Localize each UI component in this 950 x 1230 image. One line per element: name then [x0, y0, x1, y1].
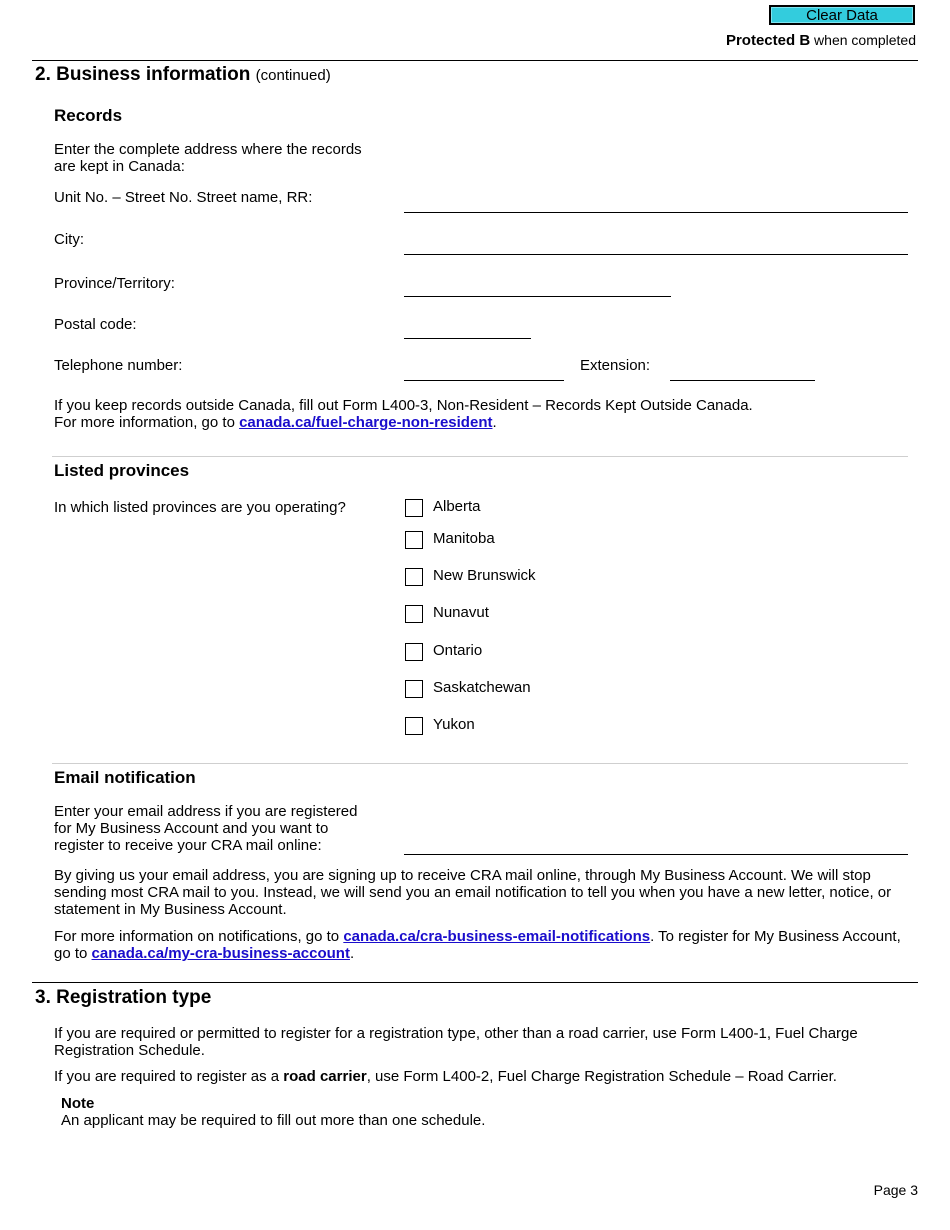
postal-code-label: Postal code:: [54, 316, 137, 333]
provinces-question: In which listed provinces are you operating?: [54, 499, 346, 516]
section-2-title: 2. Business information (continued): [35, 64, 331, 85]
city-input[interactable]: [404, 234, 908, 255]
email-input[interactable]: [404, 834, 908, 855]
fuel-charge-non-resident-link[interactable]: canada.ca/fuel-charge-non-resident: [239, 414, 493, 431]
province-label-alberta: Alberta: [433, 498, 481, 515]
checkbox-nunavut[interactable]: [405, 605, 423, 623]
province-label-nunavut: Nunavut: [433, 604, 489, 621]
province-label-yukon: Yukon: [433, 716, 475, 733]
page-number: Page 3: [873, 1182, 918, 1198]
email-consent-text: By giving us your email address, you are signing up to receive CRA mail online, through My Business Account. We will stop sending most CRA mail to you. Instead, we will send you an email notification to tell you when you have a new letter, notice, or statement in My Business Account.: [54, 867, 892, 918]
province-label-manitoba: Manitoba: [433, 530, 495, 547]
email-divider: [52, 763, 908, 764]
province-input[interactable]: [404, 276, 671, 297]
telephone-input[interactable]: [404, 360, 564, 381]
section-3-divider: [32, 982, 918, 983]
records-intro: Enter the complete address where the records are kept in Canada:: [54, 141, 362, 175]
listed-provinces-heading: Listed provinces: [54, 461, 190, 480]
records-outside-note: If you keep records outside Canada, fill out Form L400-3, Non-Resident – Records Kept Outside Canada. For more information, go to canada.ca/fuel-charge-non-resident.: [54, 397, 753, 431]
note-heading: Note: [61, 1095, 95, 1112]
province-label-saskatchewan: Saskatchewan: [433, 679, 531, 696]
checkbox-yukon[interactable]: [405, 717, 423, 735]
checkbox-saskatchewan[interactable]: [405, 680, 423, 698]
checkbox-ontario[interactable]: [405, 643, 423, 661]
extension-label: Extension:: [580, 357, 651, 374]
section-2-divider: [32, 60, 918, 61]
email-prompt: Enter your email address if you are registered for My Business Account and you want to register to receive your CRA mail online:: [54, 803, 358, 854]
province-label-ontario: Ontario: [433, 642, 483, 659]
note-text: An applicant may be required to fill out more than one schedule.: [61, 1112, 486, 1129]
provinces-divider: [52, 456, 908, 457]
cra-business-email-notifications-link[interactable]: canada.ca/cra-business-email-notifications: [343, 928, 651, 945]
postal-code-input[interactable]: [404, 318, 531, 339]
email-more-info: For more information on notifications, go to canada.ca/cra-business-email-notifications. To register for My Business Account, go to canada.ca/my-cra-business-account.: [54, 928, 901, 962]
province-label-new-brunswick: New Brunswick: [433, 567, 536, 584]
city-label: City:: [54, 231, 84, 248]
street-input[interactable]: [404, 192, 908, 213]
section-3-title: 3. Registration type: [35, 987, 212, 1008]
checkbox-new-brunswick[interactable]: [405, 568, 423, 586]
extension-input[interactable]: [670, 360, 815, 381]
records-heading: Records: [54, 106, 123, 125]
street-label: Unit No. – Street No. Street name, RR:: [54, 189, 313, 206]
clear-data-button[interactable]: Clear Data: [769, 5, 915, 25]
protected-b-notice: Protected B when completed: [725, 32, 916, 49]
telephone-label: Telephone number:: [54, 357, 183, 374]
province-label: Province/Territory:: [54, 275, 175, 292]
registration-type-para-2: If you are required to register as a road carrier, use Form L400-2, Fuel Charge Registration Schedule – Road Carrier.: [54, 1068, 837, 1085]
checkbox-manitoba[interactable]: [405, 531, 423, 549]
registration-type-para-1: If you are required or permitted to register for a registration type, other than a road carrier, use Form L400-1, Fuel Charge Registration Schedule.: [54, 1025, 858, 1059]
email-notification-heading: Email notification: [54, 768, 196, 787]
my-cra-business-account-link[interactable]: canada.ca/my-cra-business-account: [91, 945, 350, 962]
checkbox-alberta[interactable]: [405, 499, 423, 517]
